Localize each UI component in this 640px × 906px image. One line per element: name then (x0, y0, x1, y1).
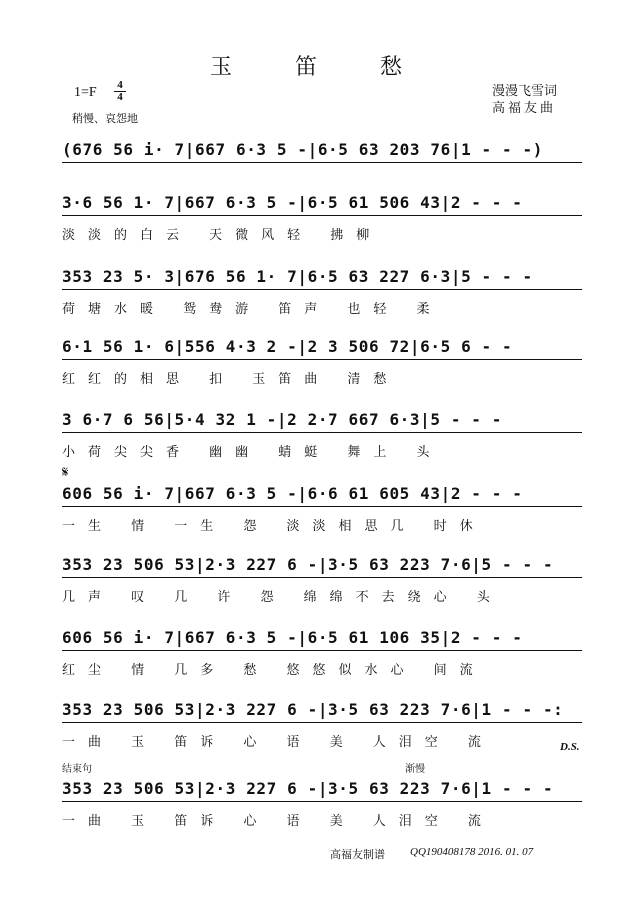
score-row-9 (0, 697, 640, 757)
beam-underline (62, 162, 582, 163)
score-row-4 (0, 334, 640, 394)
notation-text: 353 23 506 53|2·3 227 6 -|3·5 63 223 7·6|1 - - - (62, 779, 554, 798)
key-signature: 1=F (74, 85, 97, 100)
ending-label: 结束句 (62, 764, 92, 775)
notation-line (62, 776, 582, 802)
notation-line (62, 334, 582, 360)
time-signature-bottom: 4 (117, 91, 123, 103)
lyric-line: 红尘 情 几多 愁 悠悠似水心 间流 (62, 663, 486, 678)
beam-underline (62, 359, 582, 360)
score-row-5 (0, 407, 640, 467)
footer-author: 高福友制谱 (330, 848, 385, 861)
lyric-line: 淡淡的白云 天微风轻 拂柳 (62, 228, 383, 243)
beam-underline (62, 577, 582, 578)
notation-line (62, 190, 582, 216)
notation-text: 3·6 56 1· 7|667 6·3 5 -|6·5 61 506 43|2 - - - (62, 193, 523, 212)
time-signature (114, 80, 126, 103)
score-row-8 (0, 625, 640, 685)
notation-text: 6·1 56 1· 6|556 4·3 2 -|2 3 506 72|6·5 6 - - (62, 337, 513, 356)
dal-segno-mark: D.S. (560, 741, 580, 753)
beam-underline (62, 722, 582, 723)
beam-underline (62, 289, 582, 290)
lyric-line: 一曲 玉 笛诉 心 语 美 人泪空 流 (62, 814, 494, 829)
lyricist-credit: 漫漫飞雪词 (492, 84, 558, 99)
footer-id-date: QQ190408178 2016. 01. 07 (410, 846, 534, 858)
beam-underline (62, 432, 582, 433)
score-row-6 (0, 481, 640, 541)
lyric-line: 荷塘水暖 鸳鸯游 笛声 也轻 柔 (62, 302, 443, 317)
score-row-10 (0, 776, 640, 836)
notation-text: 353 23 506 53|2·3 227 6 -|3·5 63 223 7·6|1 - - -: (62, 700, 564, 719)
lyric-line: 红红的相思 扣 玉笛曲 清愁 (62, 372, 400, 387)
beam-underline (62, 650, 582, 651)
notation-text: 3 6·7 6 56|5·4 32 1 -|2 2·7 667 6·3|5 - - - (62, 410, 503, 429)
score-row-1 (0, 137, 640, 197)
beam-underline (62, 215, 582, 216)
notation-text: 606 56 i· 7|667 6·3 5 -|6·6 61 605 43|2 - - - (62, 484, 523, 503)
notation-line (62, 481, 582, 507)
score-row-7 (0, 552, 640, 612)
notation-line (62, 407, 582, 433)
beam-underline (62, 506, 582, 507)
lyric-line: 一曲 玉 笛诉 心 语 美 人泪空 流 (62, 735, 494, 750)
notation-text: (676 56 i· 7|667 6·3 5 -|6·5 63 203 76|1 - - -) (62, 140, 543, 159)
song-title: 玉 笛 愁 (210, 55, 430, 80)
notation-line (62, 264, 582, 290)
ritardando-label: 渐慢 (405, 764, 425, 775)
notation-line (62, 697, 582, 723)
notation-line (62, 137, 582, 163)
tempo-marking: 稍慢、哀怨地 (72, 112, 138, 125)
lyric-line: 小荷尖尖香 幽幽 蜻蜓 舞上 头 (62, 445, 443, 460)
score-row-2 (0, 190, 640, 250)
lyric-line: 一生 情 一生 怨 淡淡相思几 时休 (62, 519, 486, 534)
time-signature-top: 4 (117, 79, 123, 91)
segno-sign: 𝄋 (62, 463, 69, 481)
lyric-line: 几声 叹 几 许 怨 绵绵不去绕心 头 (62, 590, 503, 605)
notation-line (62, 625, 582, 651)
score-row-3 (0, 264, 640, 324)
composer-credit: 高福友曲 (492, 101, 557, 116)
notation-text: 353 23 5· 3|676 56 1· 7|6·5 63 227 6·3|5 - - - (62, 267, 533, 286)
beam-underline (62, 801, 582, 802)
notation-text: 353 23 506 53|2·3 227 6 -|3·5 63 223 7·6|5 - - - (62, 555, 554, 574)
notation-text: 606 56 i· 7|667 6·3 5 -|6·5 61 106 35|2 - - - (62, 628, 523, 647)
notation-line (62, 552, 582, 578)
